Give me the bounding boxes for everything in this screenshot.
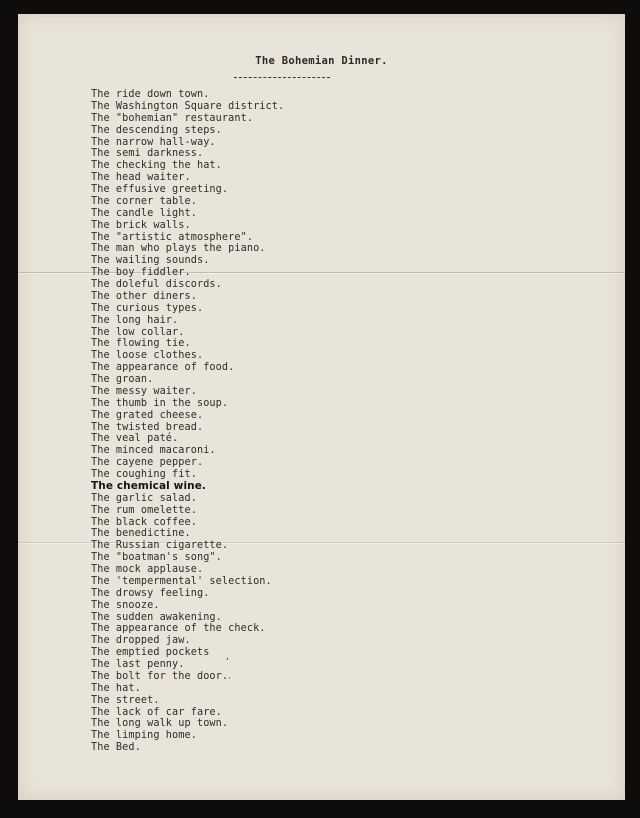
list-line: The veal paté. — [91, 433, 179, 445]
list-line: The ride down town. — [91, 89, 210, 100]
list-line: The curious types. — [91, 302, 204, 314]
list-line: The 'tempermental' selection. — [91, 575, 272, 587]
list-line: The long hair. — [91, 314, 179, 326]
list-line: The rum omelette. — [91, 504, 197, 516]
list-line: The last penny. — [91, 659, 185, 670]
list-line: The sudden awakening. — [91, 611, 222, 623]
dinner-list — [91, 89, 284, 754]
list-line: The low collar. — [91, 326, 185, 338]
list-line: The cayene pepper. — [91, 457, 204, 469]
list-line: The other diners. — [91, 290, 197, 302]
list-line: The "bohemian" restaurant. — [91, 112, 254, 124]
list-line: The brick walls. — [91, 219, 191, 231]
list-line: The man who plays the piano. — [91, 243, 266, 255]
list-line: The twisted bread. — [91, 421, 204, 433]
list-line: The semi darkness. — [91, 148, 204, 160]
list-line: The black coffee. — [91, 516, 197, 528]
list-line: The effusive greeting. — [91, 184, 229, 195]
list-line: The doleful discords. — [91, 279, 222, 290]
list-line: The appearance of the check. — [91, 623, 266, 635]
list-line: The Washington Square district. — [91, 100, 285, 112]
list-line: The street. — [91, 694, 160, 706]
list-line: The descending steps. — [91, 124, 222, 136]
list-line: The boy fiddler. — [91, 267, 191, 279]
pencil-mark: · — [228, 674, 231, 684]
list-line: The emptied pockets — [91, 647, 210, 659]
list-line: The flowing tie. — [91, 338, 191, 350]
list-line: The wailing sounds. — [91, 255, 210, 267]
list-line: The loose clothes. — [91, 350, 204, 362]
list-line: The long walk up town. — [91, 718, 229, 730]
list-line: The lack of car fare. — [91, 706, 222, 718]
list-line: The coughing fit. — [91, 469, 197, 480]
list-line: The hat. — [91, 682, 141, 694]
list-line: The appearance of food. — [91, 362, 235, 374]
list-line: The checking the hat. — [91, 160, 222, 172]
list-line: The bolt for the door. — [91, 670, 229, 682]
pencil-mark: , — [226, 652, 229, 662]
list-line: The snooze. — [91, 599, 160, 611]
title-underline — [234, 77, 330, 78]
list-line: The drowsy feeling. — [91, 587, 210, 599]
list-line: The minced macaroni. — [91, 445, 216, 457]
list-line: The "boatman's song". — [91, 552, 222, 564]
list-line: The garlic salad. — [91, 492, 197, 504]
list-line: The candle light. — [91, 207, 197, 219]
list-line: The Russian cigarette. — [91, 540, 229, 552]
list-line: The messy waiter. — [91, 385, 197, 397]
list-line: The narrow hall-way. — [91, 136, 216, 148]
list-line: The dropped jaw. — [91, 635, 191, 647]
typed-page — [18, 14, 625, 800]
page-title: The Bohemian Dinner. — [255, 55, 388, 67]
list-line: The groan. — [91, 374, 154, 385]
list-line: The limping home. — [91, 730, 197, 742]
list-line: The grated cheese. — [91, 409, 204, 421]
list-line: The benedictine. — [91, 528, 191, 540]
list-line: The corner table. — [91, 195, 197, 207]
list-line: The thumb in the soup. — [91, 397, 229, 409]
list-line: The "artistic atmosphere". — [91, 231, 254, 243]
list-line: The head waiter. — [91, 172, 191, 184]
list-line: The chemical wine. — [91, 479, 207, 492]
list-line: The mock applause. — [91, 564, 204, 575]
list-line: The Bed. — [91, 742, 141, 754]
